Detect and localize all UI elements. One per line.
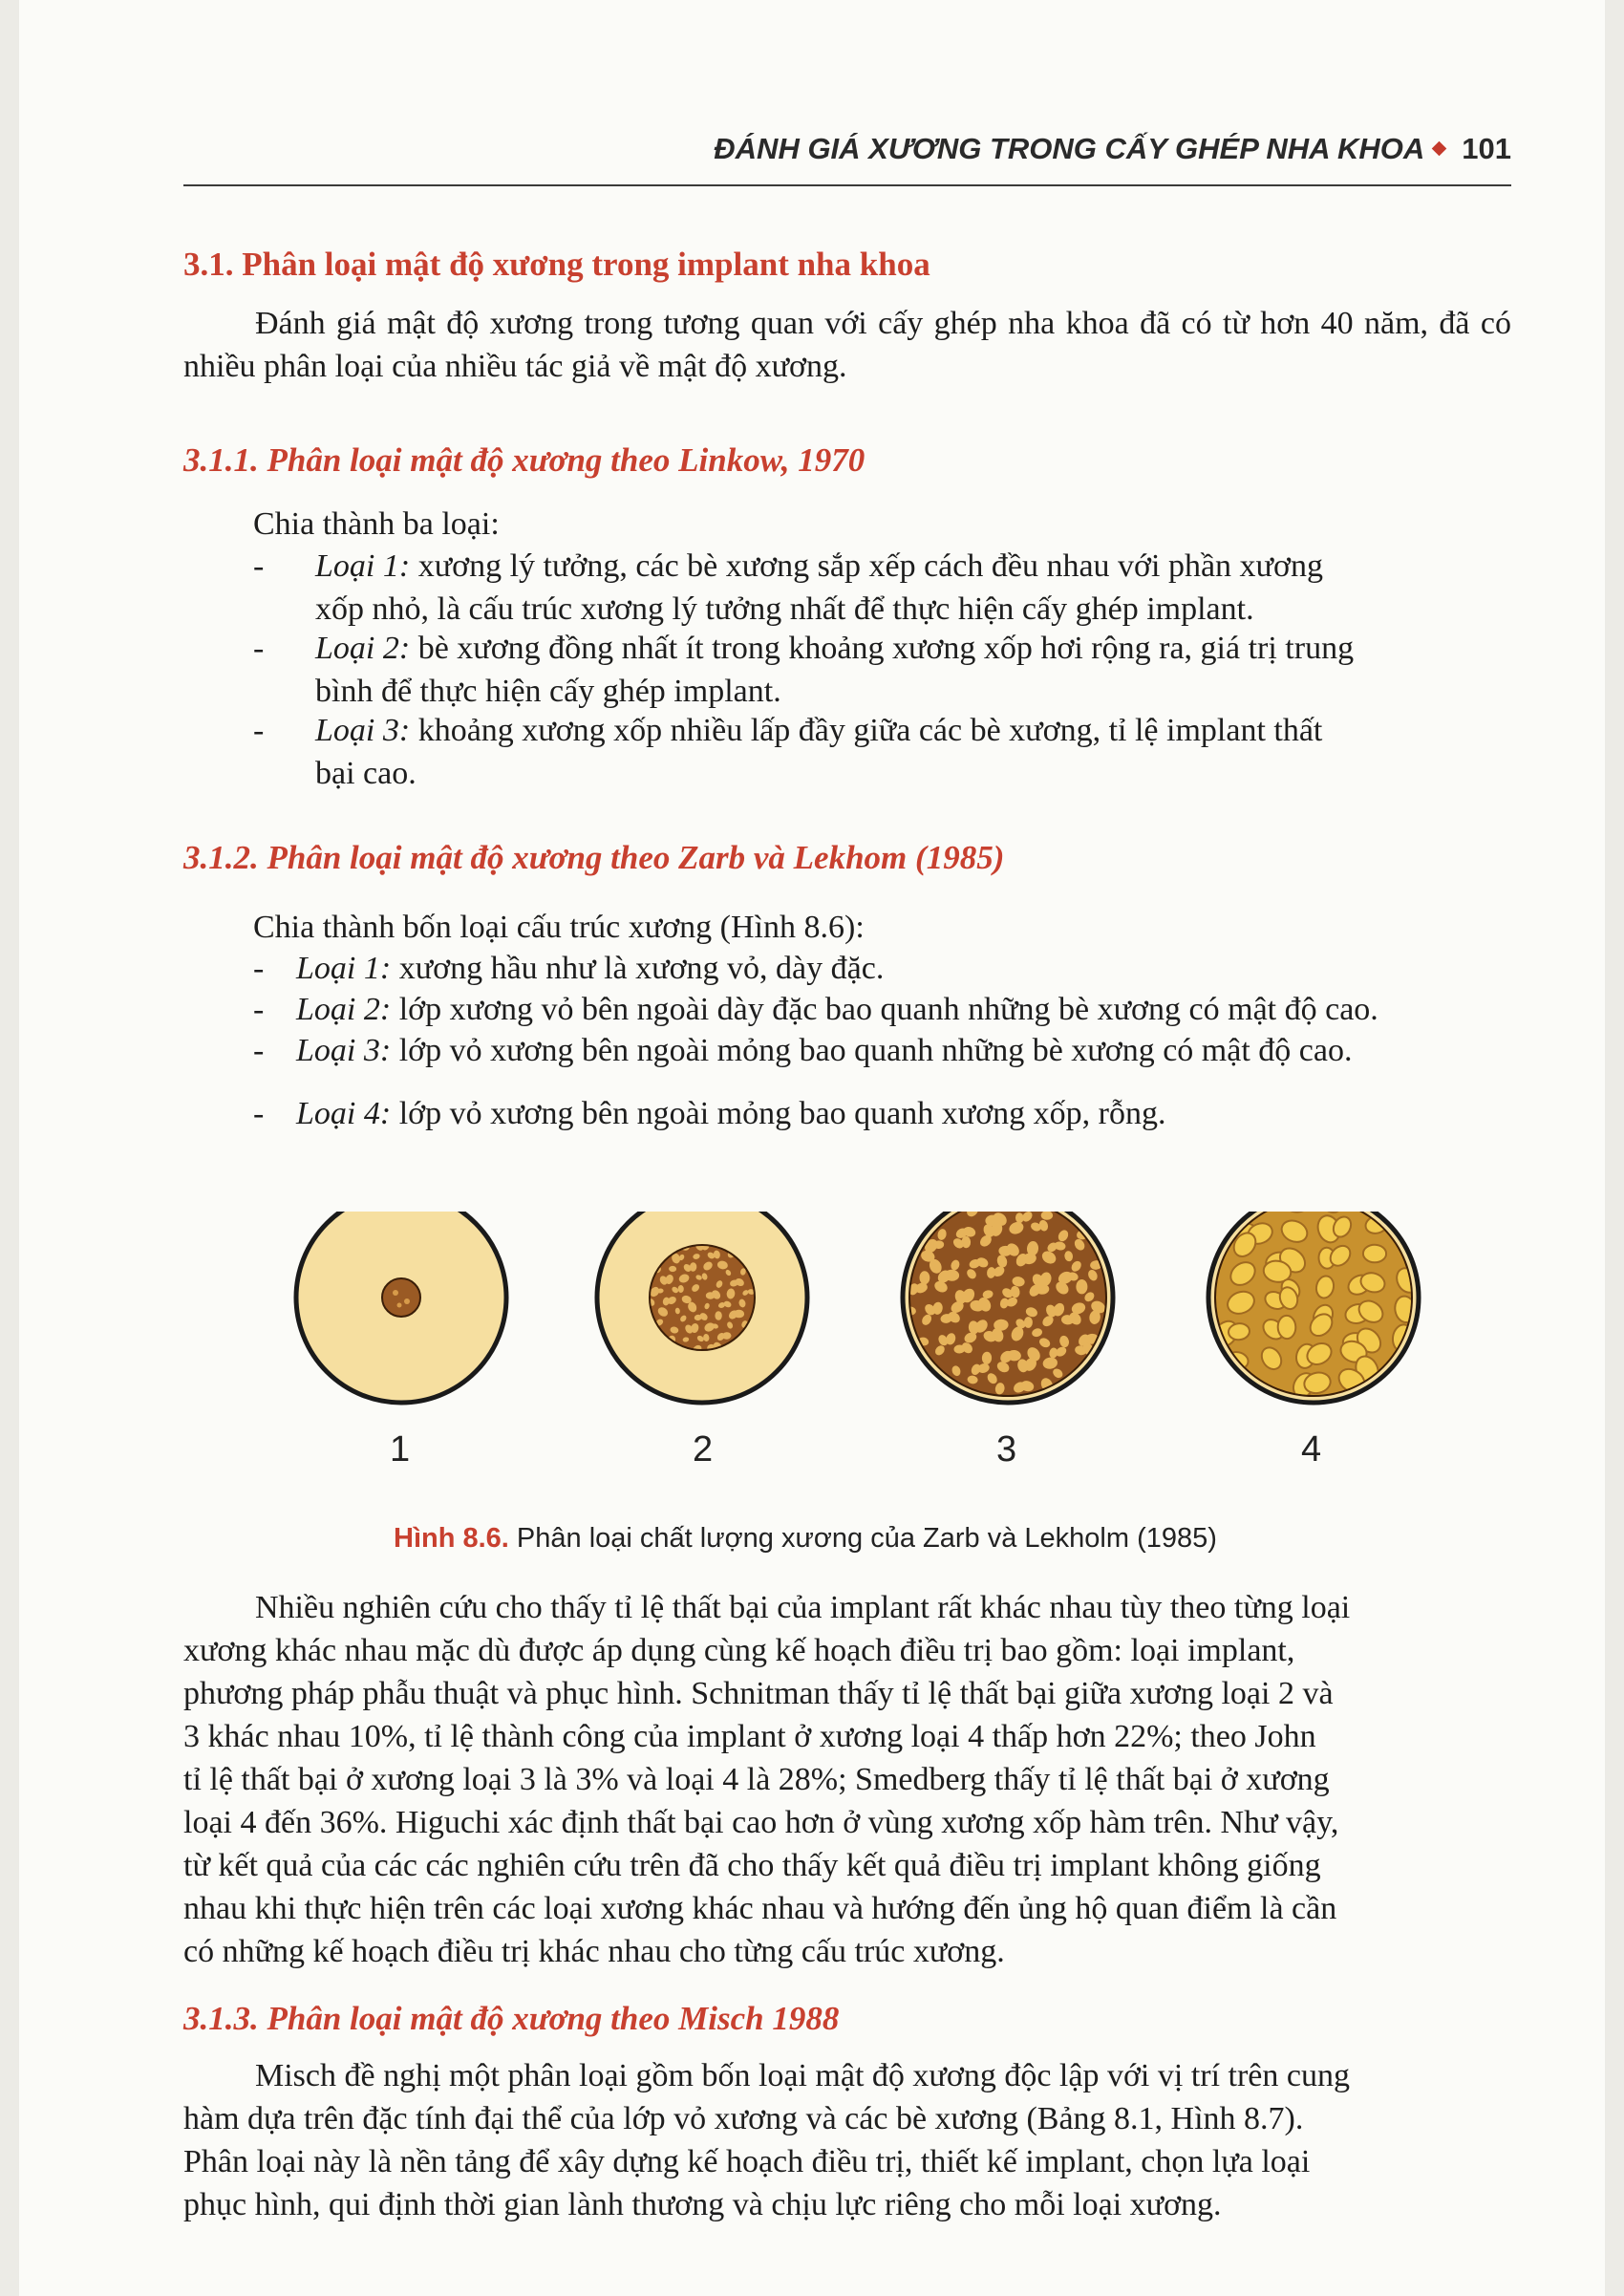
section-heading-3-1-1: 3.1.1. Phân loại mật độ xương theo Linkow, 1970	[183, 441, 865, 479]
bone-type-4-diagram	[1208, 1212, 1421, 1403]
bone-type-2-diagram	[597, 1212, 807, 1403]
section-heading-3-1-3: 3.1.3. Phân loại mật độ xương theo Misch 1988	[183, 2000, 840, 2037]
bone-type-3-diagram	[903, 1212, 1113, 1403]
bone-density-diagram	[277, 1212, 1519, 1527]
section-3-1-paragraph: Đánh giá mật độ xương trong tương quan với cấy ghép nha khoa đã có từ hơn 40 năm, đã có nhiều phân loại của nhiều tác giả về mật độ xương.	[183, 306, 1511, 384]
marrow-space	[1277, 1316, 1295, 1340]
marrow-space	[1076, 1279, 1087, 1294]
list-item: - Loại 3: khoảng xương xốp nhiều lấp đầy giữa các bè xương, tỉ lệ implant thất bại cao.	[253, 713, 1323, 791]
page-number: 101	[1462, 132, 1511, 165]
header-rule	[183, 184, 1511, 186]
running-head	[183, 132, 1511, 166]
running-head-title: ĐÁNH GIÁ XƯƠNG TRONG CẤY GHÉP NHA KHOA	[714, 132, 1425, 165]
figure-label-1: 1	[390, 1429, 411, 1470]
figure-label-4: 4	[1301, 1429, 1322, 1470]
list-item: - Loại 2: bè xương đồng nhất ít trong khoảng xương xốp hơi rộng ra, giá trị trung bình để thực hiện cấy ghép implant.	[253, 631, 1355, 709]
book-page	[19, 0, 1605, 2296]
section-3-1-3-paragraph: Misch đề nghị một phân loại gồm bốn loại mật độ xương độc lập với vị trí trên cung hàm dựa trên đặc tính đại thể của lớp vỏ xương và các bè xương (Bảng 8.1, Hình 8.7). Phân loại này là nền tảng để xây dựng kế hoạch điều trị, thiết kế implant, chọn lựa loại phục hình, qui định thời gian lành thương và chịu lực riêng cho mỗi loại xương.	[183, 2058, 1350, 2222]
figure-caption	[394, 1523, 1217, 1555]
figure-label-3: 3	[996, 1429, 1017, 1470]
list-item: - Loại 4: lớp vỏ xương bên ngoài mỏng bao quanh xương xốp, rỗng.	[253, 1096, 1166, 1131]
caption-label: Hình 8.6.	[394, 1523, 509, 1554]
list-item: - Loại 1: xương hầu như là xương vỏ, dày đặc.	[253, 951, 885, 986]
section-3-1-2-intro: Chia thành bốn loại cấu trúc xương (Hình 8.6):	[253, 910, 865, 945]
studies-paragraph: Nhiều nghiên cứu cho thấy tỉ lệ thất bại của implant rất khác nhau tùy theo từng loại xương khác nhau mặc dù được áp dụng cùng kế hoạch điều trị bao gồm: loại implant, phương pháp phẫu thuật và phục hình. Schnitman thấy tỉ lệ thất bại giữa xương loại 2 và 3 khác nhau 10%, tỉ lệ thành công của implant ở xương loại 4 thấp hơn 22%; theo John tỉ lệ thất bại ở xương loại 3 là 3% và loại 4 là 28%; Smedberg thấy tỉ lệ thất bại ở xương loại 4 đến 36%. Higuchi xác định thất bại cao hơn ở vùng xương xốp hàm trên. Như vậy, từ kết quả của các các nghiên cứu trên đã cho thấy kết quả điều trị implant không giống nhau khi thực hiện trên các loại xương khác nhau và hướng đến ủng hộ quan điểm là cần có những kế hoạch điều trị khác nhau cho từng cấu trúc xương.	[183, 1590, 1351, 1969]
list-item: - Loại 2: lớp xương vỏ bên ngoài dày đặc bao quanh những bè xương có mật độ cao.	[253, 992, 1378, 1027]
list-item: - Loại 1: xương lý tưởng, các bè xương sắp xếp cách đều nhau với phần xương xốp nhỏ, là cấu trúc xương lý tưởng nhất để thực hiện cấy ghép implant.	[253, 548, 1323, 627]
caption-text: Phân loại chất lượng xương của Zarb và Lekholm (1985)	[516, 1523, 1217, 1554]
figure-8-6	[277, 1212, 1519, 1527]
marrow-space	[1363, 1244, 1387, 1262]
bone-type-1-diagram	[296, 1212, 506, 1403]
section-heading-3-1-2: 3.1.2. Phân loại mật độ xương theo Zarb và Lekhom (1985)	[183, 839, 1005, 876]
list-item: - Loại 3: lớp vỏ xương bên ngoài mỏng bao quanh những bè xương có mật độ cao.	[253, 1033, 1353, 1068]
diamond-icon	[1432, 141, 1447, 157]
figure-label-2: 2	[693, 1429, 714, 1470]
section-heading-3-1: 3.1. Phân loại mật độ xương trong implant nha khoa	[183, 246, 930, 283]
section-3-1-1-intro: Chia thành ba loại:	[253, 506, 500, 542]
